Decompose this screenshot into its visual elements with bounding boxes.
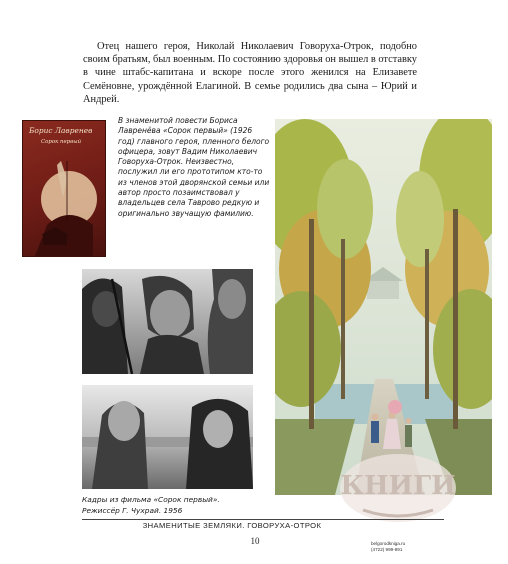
landscape-painting (275, 119, 492, 495)
film-caption-line1: Кадры из фильма «Сорок первый». (82, 495, 220, 504)
footer-divider (82, 519, 444, 520)
cover-author: Борис Лавренев (29, 126, 93, 135)
film-still-2 (82, 385, 253, 489)
watermark-text: КНИГИ (340, 471, 456, 501)
film-caption (82, 495, 282, 516)
intro-paragraph: Отец нашего героя, Николай Николаевич Говоруха-Отрок, подобно своим братьям, был военным. По состоянию здоровья он вышел в отставку в чине штабс-капитана и вскоре после этого женился на Елизавете Семёновне, урождённой Елагиной. В семье родились два сына – Юрий и Андрей. (83, 41, 417, 105)
book-cover (23, 121, 105, 256)
film-caption-line2: Режиссёр Г. Чухрай. 1956 (82, 505, 183, 515)
running-footer: ЗНАМЕНИТЫЕ ЗЕМЛЯКИ. ГОВОРУХА-ОТРОК (142, 521, 322, 530)
cover-title: Сорок первый (41, 139, 82, 145)
watermark-url-line2: (4722) 999-891 (371, 547, 403, 552)
story-caption: В знаменитой повести Бориса Лавренёва «Сорок первый» (1926 год) главного героя, пленного белого офицера, зовут Вадим Николаевич Говоруха-Отрок. Неизвестно, послужил ли его прототипом кто-то из членов этой дворянской семьи или автор просто позаимствовал у владельцев села Таврово редкую и оригинально звучащую фамилию. (118, 116, 270, 218)
watermark-url (371, 541, 405, 553)
watermark-url-line1: belgorodkniga.ru (371, 541, 406, 546)
page-number: 10 (250, 536, 260, 546)
film-still-1 (82, 269, 253, 374)
